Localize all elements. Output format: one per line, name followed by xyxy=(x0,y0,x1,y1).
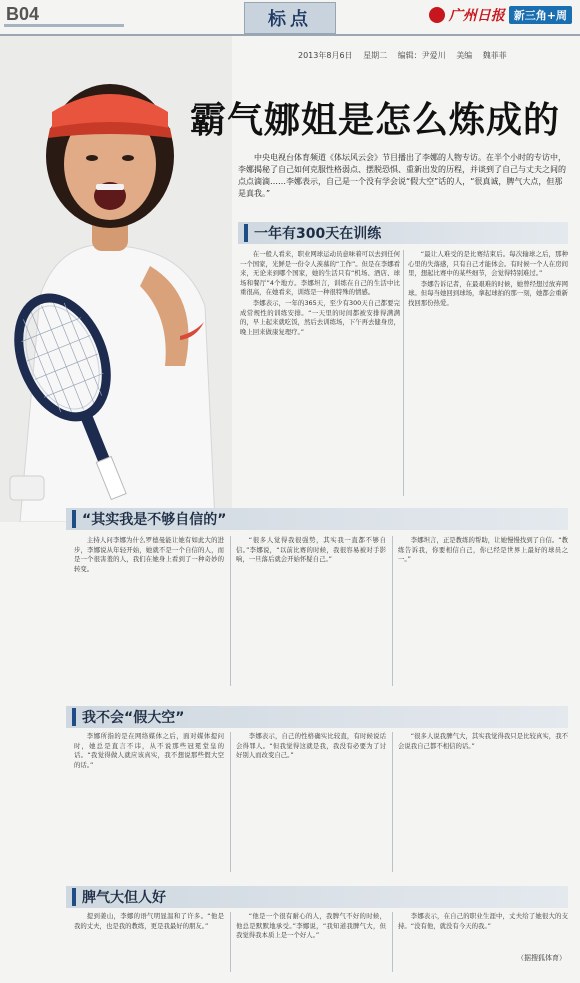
article-lede: 中央电视台体育频道《体坛风云会》节目播出了李娜的人物专访。在半个小时的专访中，李娜揭秘了自己如何克服性格弱点、摆脱恐惧、重新出发的历程，并谈到了自己与丈夫之间的点点滴滴……李娜表示，自己是一个没有学会说“假大空”话的人，“很真诚，脾气大点，但那是真我。” xyxy=(238,153,566,198)
section-training-col-2 xyxy=(408,250,568,496)
section-heading-honesty: 我不会“假大空” xyxy=(66,706,568,728)
section-heading-confidence: “其实我是不够自信的” xyxy=(66,508,568,530)
dateline xyxy=(298,50,515,61)
section-temper-col-1 xyxy=(74,912,224,972)
source-credit: （据搜狐体育） xyxy=(517,954,566,962)
section-honesty-col-1 xyxy=(74,732,224,872)
section-heading-temper: 脾气大但人好 xyxy=(66,886,568,908)
section-confidence-col-2 xyxy=(236,536,386,686)
date: 2013年8月6日 xyxy=(298,51,353,60)
designer: 美编 xyxy=(456,51,473,60)
section-temper-col-3 xyxy=(398,912,568,958)
paragraph: “很多人说我脾气大，其实我觉得我只是比较真实，我不会说我自己都不相信的话。” xyxy=(398,732,568,750)
column-divider xyxy=(230,912,231,972)
section-heading-training: 一年有300天在训练 xyxy=(238,222,568,244)
section-tab xyxy=(244,2,336,34)
section-training-col-1 xyxy=(240,250,400,496)
paragraph: “他是一个很有耐心的人，我脾气不好的时候，他总是默默地承受。”李娜说，“我知道我脾气大，但我觉得我本质上是一个好人。” xyxy=(236,912,386,940)
section-temper-col-2 xyxy=(236,912,386,972)
section-confidence-col-3 xyxy=(398,536,568,686)
editor: 编辑：尹爱川 xyxy=(397,51,446,60)
page-header xyxy=(0,0,580,36)
page-number: B04 xyxy=(6,4,40,24)
column-divider xyxy=(392,536,393,686)
paragraph: 在一般人看来，职业网球运动员意味着可以去到任何一个国家，光鲜是一份令人羡慕的“工作”。但是在李娜看来，无论来到哪个国家，她的生活只有“机场、酒店、球场和餐厅”4个地方。李娜坦言，训练在自己的生活中比重很高，在她看来，训练是一种很特殊的情感。 xyxy=(240,250,400,297)
weekday: 星期二 xyxy=(363,51,388,60)
masthead xyxy=(429,5,572,25)
column-divider xyxy=(403,250,404,496)
section-honesty-col-3 xyxy=(398,732,568,872)
proofreader: 魏菲菲 xyxy=(482,51,507,60)
paragraph: 李娜表示，自己的性格确实比较直，有时候说话会得罪人。“但我觉得这就是我，我没有必要为了讨好别人而改变自己。” xyxy=(236,732,386,760)
paragraph: “很多人觉得我很强势，其实我一直都不够自信。”李娜说，“以前比赛的时候，我很容易被对手影响，一旦落后就会开始怀疑自己。” xyxy=(236,536,386,564)
column-divider xyxy=(392,912,393,972)
section-confidence-col-1 xyxy=(74,536,224,686)
paragraph: 李娜所指的是在网络媒体之后，面对媒体提问时，她总是直言不讳，从不说那些冠冕堂皇的话。“我觉得做人就应该真实，我不想说那些假大空的话。” xyxy=(74,732,224,769)
paragraph: “最让人难受的是比赛结束后。每次输球之后，那种心里的失落感，只有自己才能体会。有时候一个人在房间里，想起比赛中的某些细节，会觉得特别难过。” xyxy=(408,250,568,278)
paragraph: 提到姜山，李娜的语气明显温和了许多。“他是我的丈夫，也是我的教练，更是我最好的朋友。” xyxy=(74,912,224,930)
article-headline: 霸气娜姐是怎么炼成的 xyxy=(190,100,561,141)
paragraph: 李娜表示，在自己的职业生涯中，丈夫给了她很大的支持。“没有他，就没有今天的我。” xyxy=(398,912,568,930)
paragraph: 李娜表示，一年的365天，至少有300天自己都要完成常规性的训练安排。“一天里的时间都被安排得满满的，早上起来就吃饭，然后去训练场，下午再去健身房，晚上回来做康复理疗。” xyxy=(240,298,400,336)
column-divider xyxy=(392,732,393,872)
column-divider xyxy=(230,732,231,872)
page-number-underline xyxy=(4,24,124,27)
column-divider xyxy=(230,536,231,686)
supplement-badge: 新三角+周 xyxy=(509,6,572,24)
section-honesty-col-2 xyxy=(236,732,386,872)
paragraph: 李娜告诉记者，在最艰难的时候，她曾经想过放弃网球。但每当她回到球场，拿起球拍的那一刻，她都会重新找回那份热爱。 xyxy=(408,279,568,307)
paragraph: 主持人问李娜为什么罗德曼能让她有如此大的进步，李娜说从年轻开始，她就不是一个自信的人，而是一个很害羞的人，我们在她身上看到了一种奇妙的转变。 xyxy=(74,536,224,573)
paragraph: 李娜坦言，正是教练的帮助，让她慢慢找到了自信。“教练告诉我，你要相信自己，你已经是世界上最好的球员之一。” xyxy=(398,536,568,564)
paper-name: 广州日报 xyxy=(448,8,505,24)
newspaper-logo-icon xyxy=(429,7,445,23)
section-title: 标点 xyxy=(268,9,312,30)
